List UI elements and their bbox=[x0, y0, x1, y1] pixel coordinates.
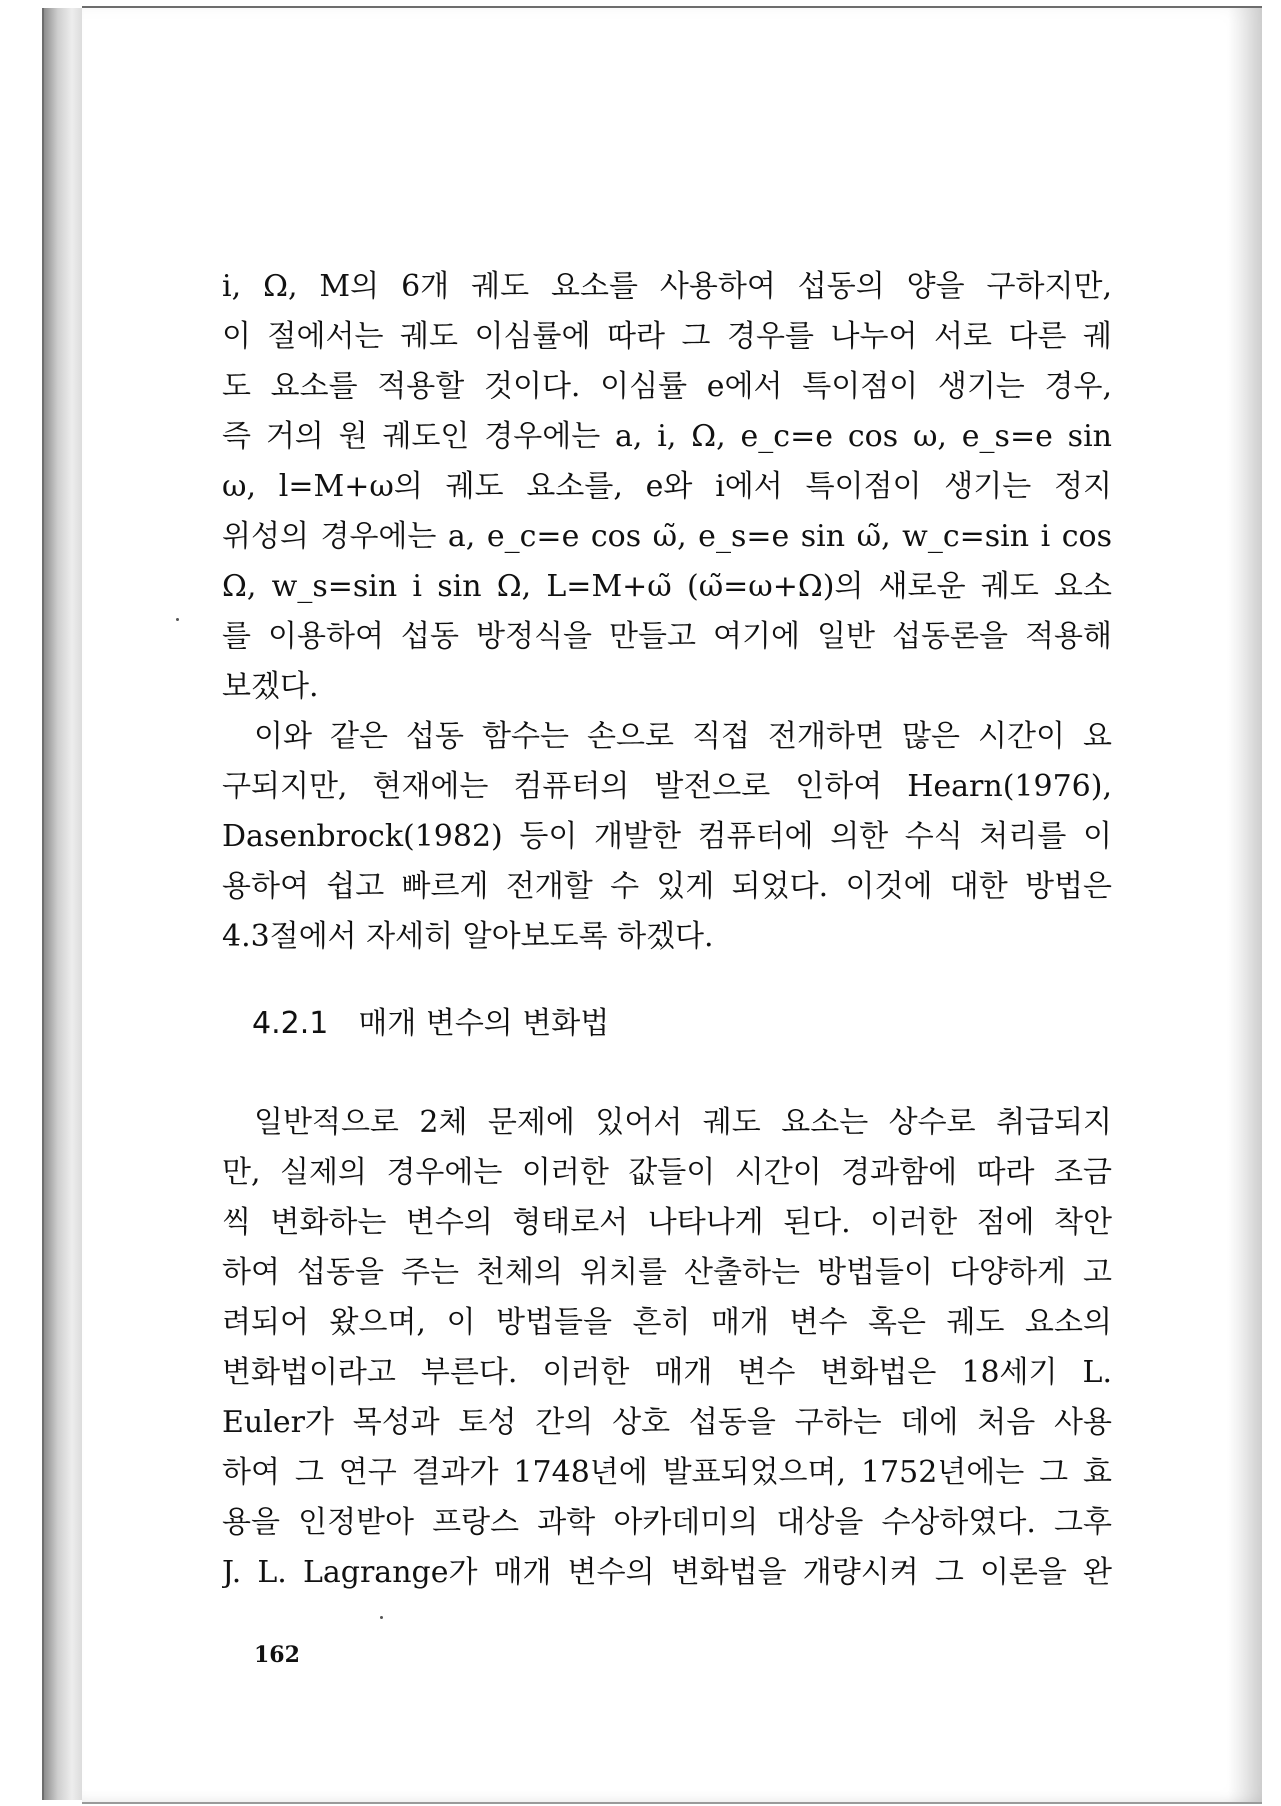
text-line: 일반적으로 2체 문제에 있어서 궤도 요소는 상수로 취급되지 bbox=[254, 1105, 1112, 1140]
print-speck bbox=[176, 618, 179, 621]
text-line: 도 요소를 적용할 것이다. 이심률 e에서 특이점이 생기는 경우, bbox=[222, 369, 1112, 404]
text-line: 구되지만, 현재에는 컴퓨터의 발전으로 인하여 Hearn(1976), bbox=[222, 769, 1112, 804]
text-line: 용하여 쉽고 빠르게 전개할 수 있게 되었다. 이것에 대한 방법은 bbox=[222, 869, 1112, 904]
text-line: i, Ω, M의 6개 궤도 요소를 사용하여 섭동의 양을 구하지만, bbox=[222, 269, 1112, 304]
print-speck bbox=[380, 1616, 383, 1619]
text-line: 용을 인정받아 프랑스 과학 아카데미의 대상을 수상하였다. 그후 bbox=[222, 1505, 1112, 1540]
text-line: 씩 변화하는 변수의 형태로서 나타나게 된다. 이러한 점에 착안 bbox=[222, 1205, 1112, 1240]
text-line: J. L. Lagrange가 매개 변수의 변화법을 개량시켜 그 이론을 완 bbox=[222, 1555, 1112, 1590]
paragraph-block-1 bbox=[222, 262, 1112, 962]
text-line: 즉 거의 원 궤도인 경우에는 a, i, Ω, e_c=e cos ω, e_s=e sin bbox=[222, 419, 1112, 454]
book-page-edge bbox=[42, 8, 84, 1800]
text-line: 4.3절에서 자세히 알아보도록 하겠다. bbox=[222, 919, 714, 954]
section-title: 매개 변수의 변화법 bbox=[358, 1006, 610, 1041]
text-line: 변화법이라고 부른다. 이러한 매개 변수 변화법은 18세기 L. bbox=[222, 1355, 1112, 1390]
text-line: 하여 섭동을 주는 천체의 위치를 산출하는 방법들이 다양하게 고 bbox=[222, 1255, 1112, 1290]
page-shadow bbox=[1228, 8, 1262, 1802]
page-number: 162 bbox=[254, 1642, 300, 1668]
text-line: 이 절에서는 궤도 이심률에 따라 그 경우를 나누어 서로 다른 궤 bbox=[222, 319, 1112, 354]
text-line: 하여 그 연구 결과가 1748년에 발표되었으며, 1752년에는 그 효 bbox=[222, 1455, 1112, 1490]
section-number: 4.2.1 bbox=[252, 1006, 329, 1041]
text-line: Euler가 목성과 토성 간의 상호 섭동을 구하는 데에 처음 사용 bbox=[222, 1405, 1112, 1440]
text-line: 보겠다. bbox=[222, 669, 319, 704]
text-line: 만, 실제의 경우에는 이러한 값들이 시간이 경과함에 따라 조금 bbox=[222, 1155, 1112, 1190]
section-heading bbox=[252, 998, 609, 1042]
text-line: ω, l=M+ω의 궤도 요소를, e와 i에서 특이점이 생기는 정지 bbox=[222, 469, 1112, 504]
text-line: 려되어 왔으며, 이 방법들을 흔히 매개 변수 혹은 궤도 요소의 bbox=[222, 1305, 1112, 1340]
text-line: 위성의 경우에는 a, e_c=e cos ω̃, e_s=e sin ω̃, w_c=sin i cos bbox=[222, 519, 1112, 554]
text-line: 이와 같은 섭동 함수는 손으로 직접 전개하면 많은 시간이 요 bbox=[254, 719, 1112, 754]
paragraph-block-2 bbox=[222, 1098, 1112, 1598]
text-line: 를 이용하여 섭동 방정식을 만들고 여기에 일반 섭동론을 적용해 bbox=[222, 619, 1112, 654]
text-line: Dasenbrock(1982) 등이 개발한 컴퓨터에 의한 수식 처리를 이 bbox=[222, 819, 1112, 854]
text-line: Ω, w_s=sin i sin Ω, L=M+ω̃ (ω̃=ω+Ω)의 새로운 궤도 요소 bbox=[222, 569, 1112, 604]
